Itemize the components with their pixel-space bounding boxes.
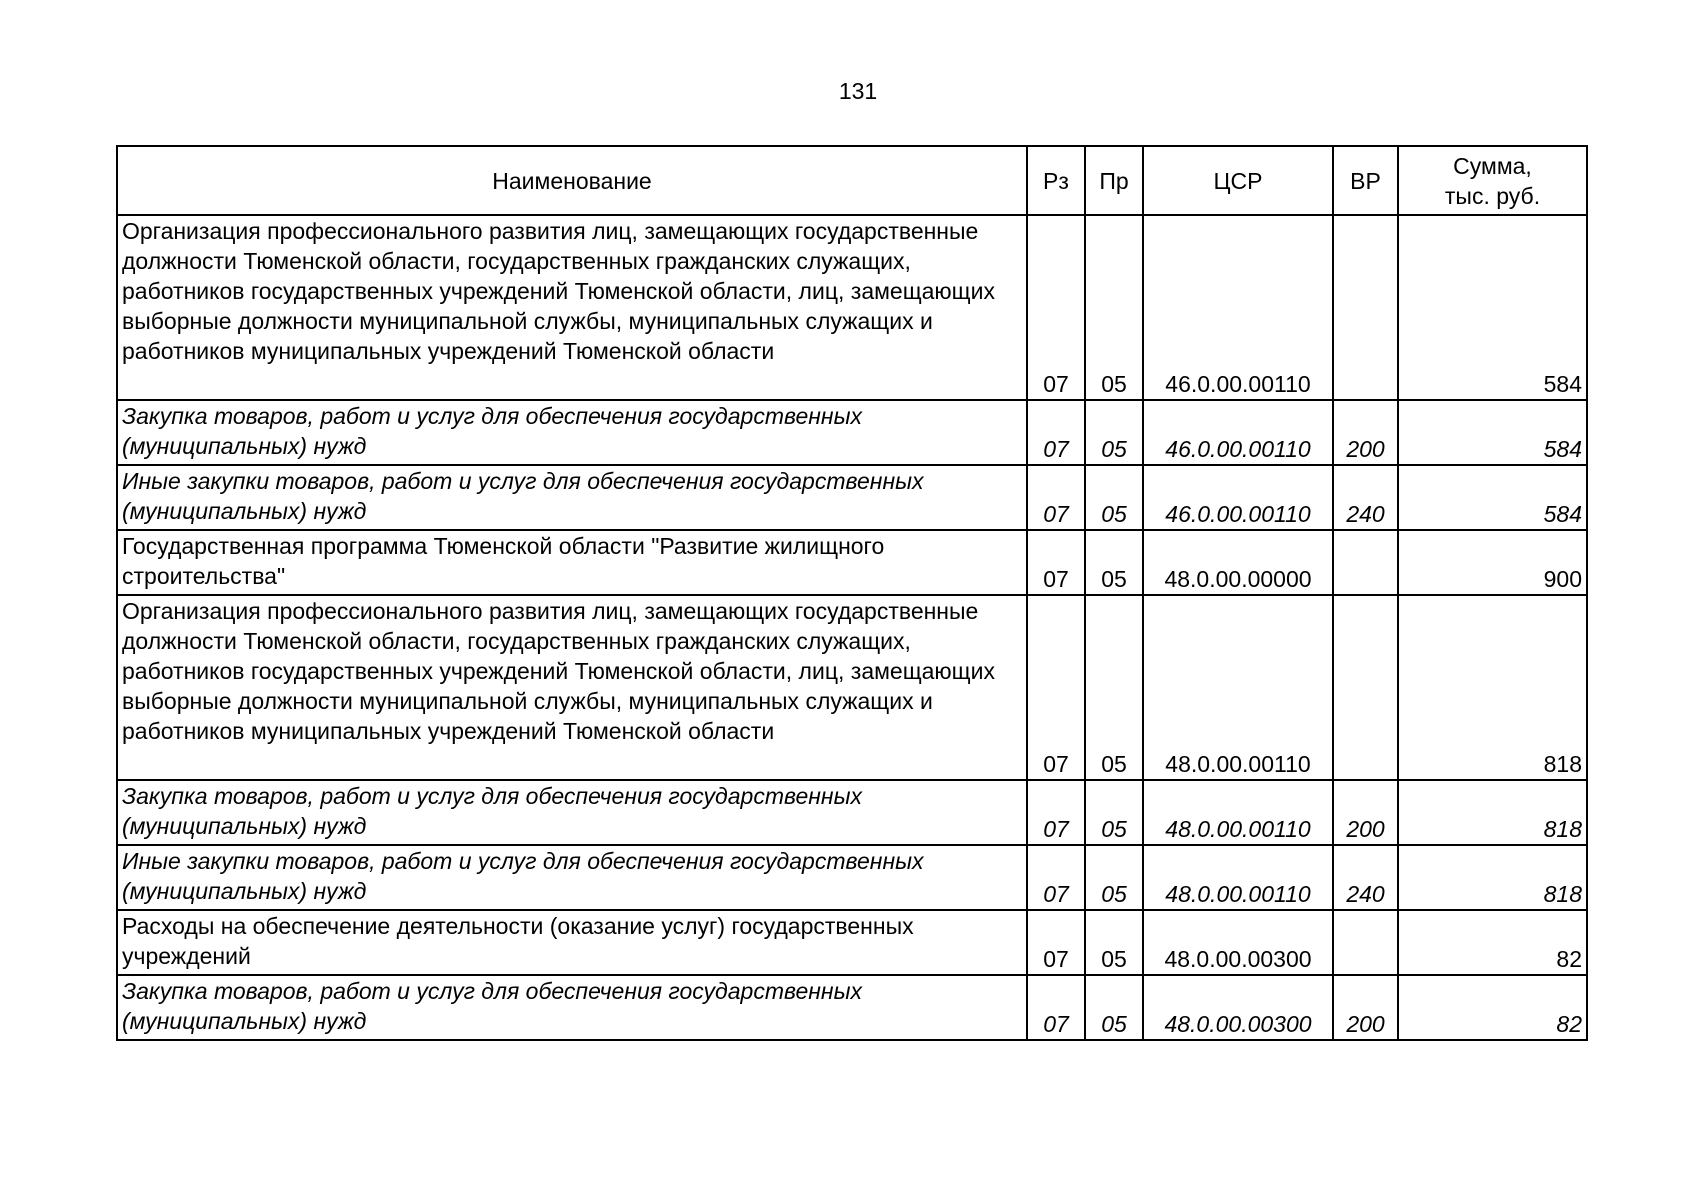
header-csr: ЦСР [1143, 146, 1333, 215]
table-row [117, 530, 1587, 595]
row-vr: 240 [1333, 465, 1398, 530]
row-csr: 48.0.00.00110 [1143, 780, 1333, 845]
row-sum: 584 [1398, 400, 1587, 465]
row-rz: 07 [1027, 215, 1085, 400]
row-csr: 46.0.00.00110 [1143, 400, 1333, 465]
row-vr [1333, 530, 1398, 595]
row-csr: 46.0.00.00110 [1143, 215, 1333, 400]
row-sum: 900 [1398, 530, 1587, 595]
header-rz: Рз [1027, 146, 1085, 215]
row-pr: 05 [1085, 400, 1143, 465]
table-row [117, 595, 1587, 780]
page-number: 131 [838, 78, 878, 104]
table-header-row [117, 146, 1587, 215]
row-csr: 48.0.00.00110 [1143, 595, 1333, 780]
row-rz: 07 [1027, 975, 1085, 1040]
row-name: Организация профессионального развития лиц, замещающих государственные должности Тюменской области, государственных гражданских служащих, работников государственных учреждений Тюменской области, лиц, замещающих выборные должности муниципальной службы, муниципальных служащих и работников муниципальных учреждений Тюменской области [117, 215, 1027, 400]
budget-table [116, 145, 1588, 1041]
header-sum-line1: Сумма, [1453, 152, 1532, 179]
row-name: Иные закупки товаров, работ и услуг для обеспечения государственных (муниципальных) нужд [117, 845, 1027, 910]
table-row [117, 465, 1587, 530]
header-name: Наименование [117, 146, 1027, 215]
row-pr: 05 [1085, 595, 1143, 780]
row-rz: 07 [1027, 845, 1085, 910]
table-row [117, 845, 1587, 910]
row-csr: 48.0.00.00300 [1143, 910, 1333, 975]
header-vr: ВР [1333, 146, 1398, 215]
row-rz: 07 [1027, 910, 1085, 975]
row-pr: 05 [1085, 530, 1143, 595]
row-rz: 07 [1027, 400, 1085, 465]
header-sum [1398, 146, 1587, 215]
table-row [117, 975, 1587, 1040]
row-name: Расходы на обеспечение деятельности (оказание услуг) государственных учреждений [117, 910, 1027, 975]
row-name: Закупка товаров, работ и услуг для обеспечения государственных (муниципальных) нужд [117, 975, 1027, 1040]
row-pr: 05 [1085, 215, 1143, 400]
row-name: Иные закупки товаров, работ и услуг для обеспечения государственных (муниципальных) нужд [117, 465, 1027, 530]
row-name: Закупка товаров, работ и услуг для обеспечения государственных (муниципальных) нужд [117, 400, 1027, 465]
row-vr: 200 [1333, 975, 1398, 1040]
row-name: Организация профессионального развития лиц, замещающих государственные должности Тюменской области, государственных гражданских служащих, работников государственных учреждений Тюменской области, лиц, замещающих выборные должности муниципальной службы, муниципальных служащих и работников муниципальных учреждений Тюменской области [117, 595, 1027, 780]
row-sum: 818 [1398, 595, 1587, 780]
row-csr: 48.0.00.00110 [1143, 845, 1333, 910]
table-row [117, 780, 1587, 845]
row-pr: 05 [1085, 465, 1143, 530]
row-vr: 240 [1333, 845, 1398, 910]
row-vr [1333, 910, 1398, 975]
row-sum: 584 [1398, 465, 1587, 530]
row-rz: 07 [1027, 465, 1085, 530]
row-name: Закупка товаров, работ и услуг для обеспечения государственных (муниципальных) нужд [117, 780, 1027, 845]
header-sum-line2: тыс. руб. [1444, 182, 1541, 209]
row-name: Государственная программа Тюменской области "Развитие жилищного строительства" [117, 530, 1027, 595]
row-pr: 05 [1085, 780, 1143, 845]
header-pr: Пр [1085, 146, 1143, 215]
row-sum: 818 [1398, 845, 1587, 910]
row-sum: 584 [1398, 215, 1587, 400]
row-rz: 07 [1027, 780, 1085, 845]
row-vr [1333, 595, 1398, 780]
row-rz: 07 [1027, 530, 1085, 595]
row-vr [1333, 215, 1398, 400]
row-vr: 200 [1333, 400, 1398, 465]
row-pr: 05 [1085, 910, 1143, 975]
table-row [117, 400, 1587, 465]
row-csr: 48.0.00.00300 [1143, 975, 1333, 1040]
row-sum: 818 [1398, 780, 1587, 845]
row-vr: 200 [1333, 780, 1398, 845]
row-rz: 07 [1027, 595, 1085, 780]
row-pr: 05 [1085, 845, 1143, 910]
row-sum: 82 [1398, 910, 1587, 975]
row-sum: 82 [1398, 975, 1587, 1040]
table-row [117, 215, 1587, 400]
row-csr: 46.0.00.00110 [1143, 465, 1333, 530]
row-csr: 48.0.00.00000 [1143, 530, 1333, 595]
row-pr: 05 [1085, 975, 1143, 1040]
table-row [117, 910, 1587, 975]
